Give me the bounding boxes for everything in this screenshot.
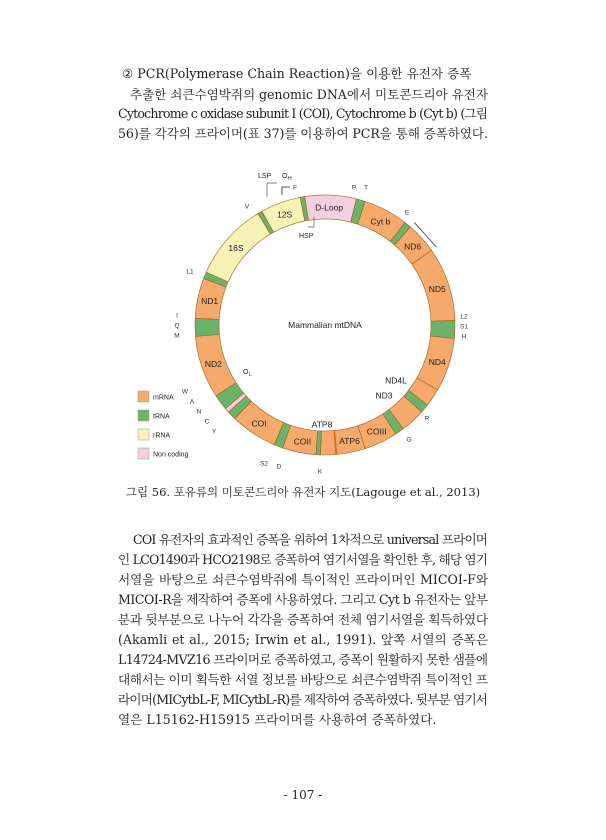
segment-label: Cyt b <box>370 216 391 227</box>
mtdna-map-diagram <box>130 165 470 475</box>
trna-label: T <box>364 184 368 192</box>
segment-label: ND2 <box>204 358 222 369</box>
trna-label: M <box>174 332 180 340</box>
legend-swatch <box>138 448 149 459</box>
body-line: L14724-MVZ16 프라이머로 증폭하였고, 증폭이 원활하지 못한 샘플에 <box>118 652 488 667</box>
body-line: 분과 뒷부분으로 나누어 각각을 증폭하여 전체 염기서열을 획득하였다 <box>118 612 488 627</box>
segment-label: ND5 <box>428 284 446 295</box>
body-line: 열은 L15162-H15915 프라이머를 사용하여 증폭하였다. <box>118 712 437 727</box>
intro-line: Cytochrome c oxidase subunit I (COI), Cytochrome b (Cyt b) (그림 <box>118 106 488 121</box>
trna-label: A <box>189 398 195 406</box>
lsp-label: LSP <box>258 173 272 180</box>
lsp-promoter-icon <box>267 183 277 197</box>
body-line: 서열을 바탕으로 쇠큰수염박쥐에 특이적인 프라이머인 MICOI-F와 <box>118 572 488 587</box>
intro-line: 추출한 쇠큰수염박쥐의 genomic DNA에서 미토콘드리아 유전자 <box>130 87 488 102</box>
body-line: (Akamli et al., 2015; Irwin et al., 1991). 앞쪽 서열의 증폭은 <box>118 632 488 647</box>
trna-label: N <box>196 408 202 416</box>
body-line: 대해서는 이미 획득한 서열 정보를 바탕으로 쇠큰수염박쥐 특이적인 프 <box>118 672 488 687</box>
ol-label: O <box>243 369 249 376</box>
segment-label: ND4L <box>385 375 407 386</box>
segment-label: ND1 <box>201 295 219 306</box>
trna-label: R <box>424 415 430 423</box>
legend-label: mRNA <box>153 394 174 402</box>
page-number: - 107 - <box>283 788 323 802</box>
legend-swatch <box>138 410 149 421</box>
trna-band <box>195 318 219 336</box>
trna-label: V <box>244 203 250 211</box>
figure-caption: 그림 56. 포유류의 미토콘드리아 유전자 지도(Lagouge et al., 2013) <box>125 485 481 499</box>
legend-swatch <box>138 391 149 402</box>
trna-label: I <box>176 312 178 320</box>
segment-label: ND4 <box>428 356 446 367</box>
segment-label: D-Loop <box>315 202 344 213</box>
trna-label: G <box>406 436 412 444</box>
body-line: MICOI-R을 제작하여 증폭에 사용하였다. 그리고 Cyt b 유전자는 앞부 <box>118 592 488 607</box>
trna-label: K <box>317 468 323 476</box>
trna-label: D <box>276 463 282 471</box>
trna-label: H <box>461 333 467 341</box>
intro-line: 56)를 각각의 프라이머(표 37)를 이용하여 PCR을 통해 증폭하였다. <box>118 126 488 141</box>
segment-label: COI <box>251 418 267 429</box>
section-heading: ② PCR(Polymerase Chain Reaction)을 이용한 유전자 증폭 <box>122 66 472 81</box>
trna-label: E <box>404 209 410 217</box>
oh-subscript: H <box>288 176 292 182</box>
segment-label: ATP6 <box>339 435 360 446</box>
trna-label: W <box>181 388 189 396</box>
body-line: COI 유전자의 효과적인 증폭을 위하여 1차적으로 universal 프라이머 <box>133 532 488 547</box>
trna-label: P <box>351 184 357 192</box>
trna-label: L2 <box>460 313 468 321</box>
segment-label: ND3 <box>375 390 393 401</box>
legend-swatch <box>138 429 149 440</box>
segment-label: COII <box>293 436 312 447</box>
trna-label: C <box>204 418 210 426</box>
legend-label: Non coding <box>153 451 189 459</box>
trna-label: Y <box>211 428 217 436</box>
trna-label: S1 <box>460 323 468 331</box>
hsp-label: HSP <box>299 233 314 240</box>
oh-origin-icon <box>282 187 290 195</box>
trna-band <box>430 320 455 338</box>
segment-label: 16S <box>228 243 244 254</box>
segment-label: COIII <box>366 426 387 437</box>
trna-label: Q <box>174 322 180 330</box>
body-line: 라이머(MICytbL-F, MICytbL-R)를 제작하여 증폭하였다. 뒷부분 염기서 <box>118 692 488 707</box>
segment-label: ATP8 <box>311 419 333 430</box>
trna-label: F <box>293 184 297 192</box>
segment-label: ND6 <box>404 241 422 252</box>
legend-label: rRNA <box>153 432 171 440</box>
trna-label: L1 <box>186 268 194 276</box>
segment-label: 12S <box>277 209 293 220</box>
trna-label: S2 <box>260 460 268 468</box>
oh-label: O <box>282 173 288 180</box>
ol-subscript: L <box>249 372 252 378</box>
center-label: Mammalian mtDNA <box>288 320 362 330</box>
body-line: 인 LCO1490과 HCO2198로 증폭하여 염기서열을 확인한 후, 해당 염기 <box>118 552 488 567</box>
legend-label: tRNA <box>153 413 170 421</box>
